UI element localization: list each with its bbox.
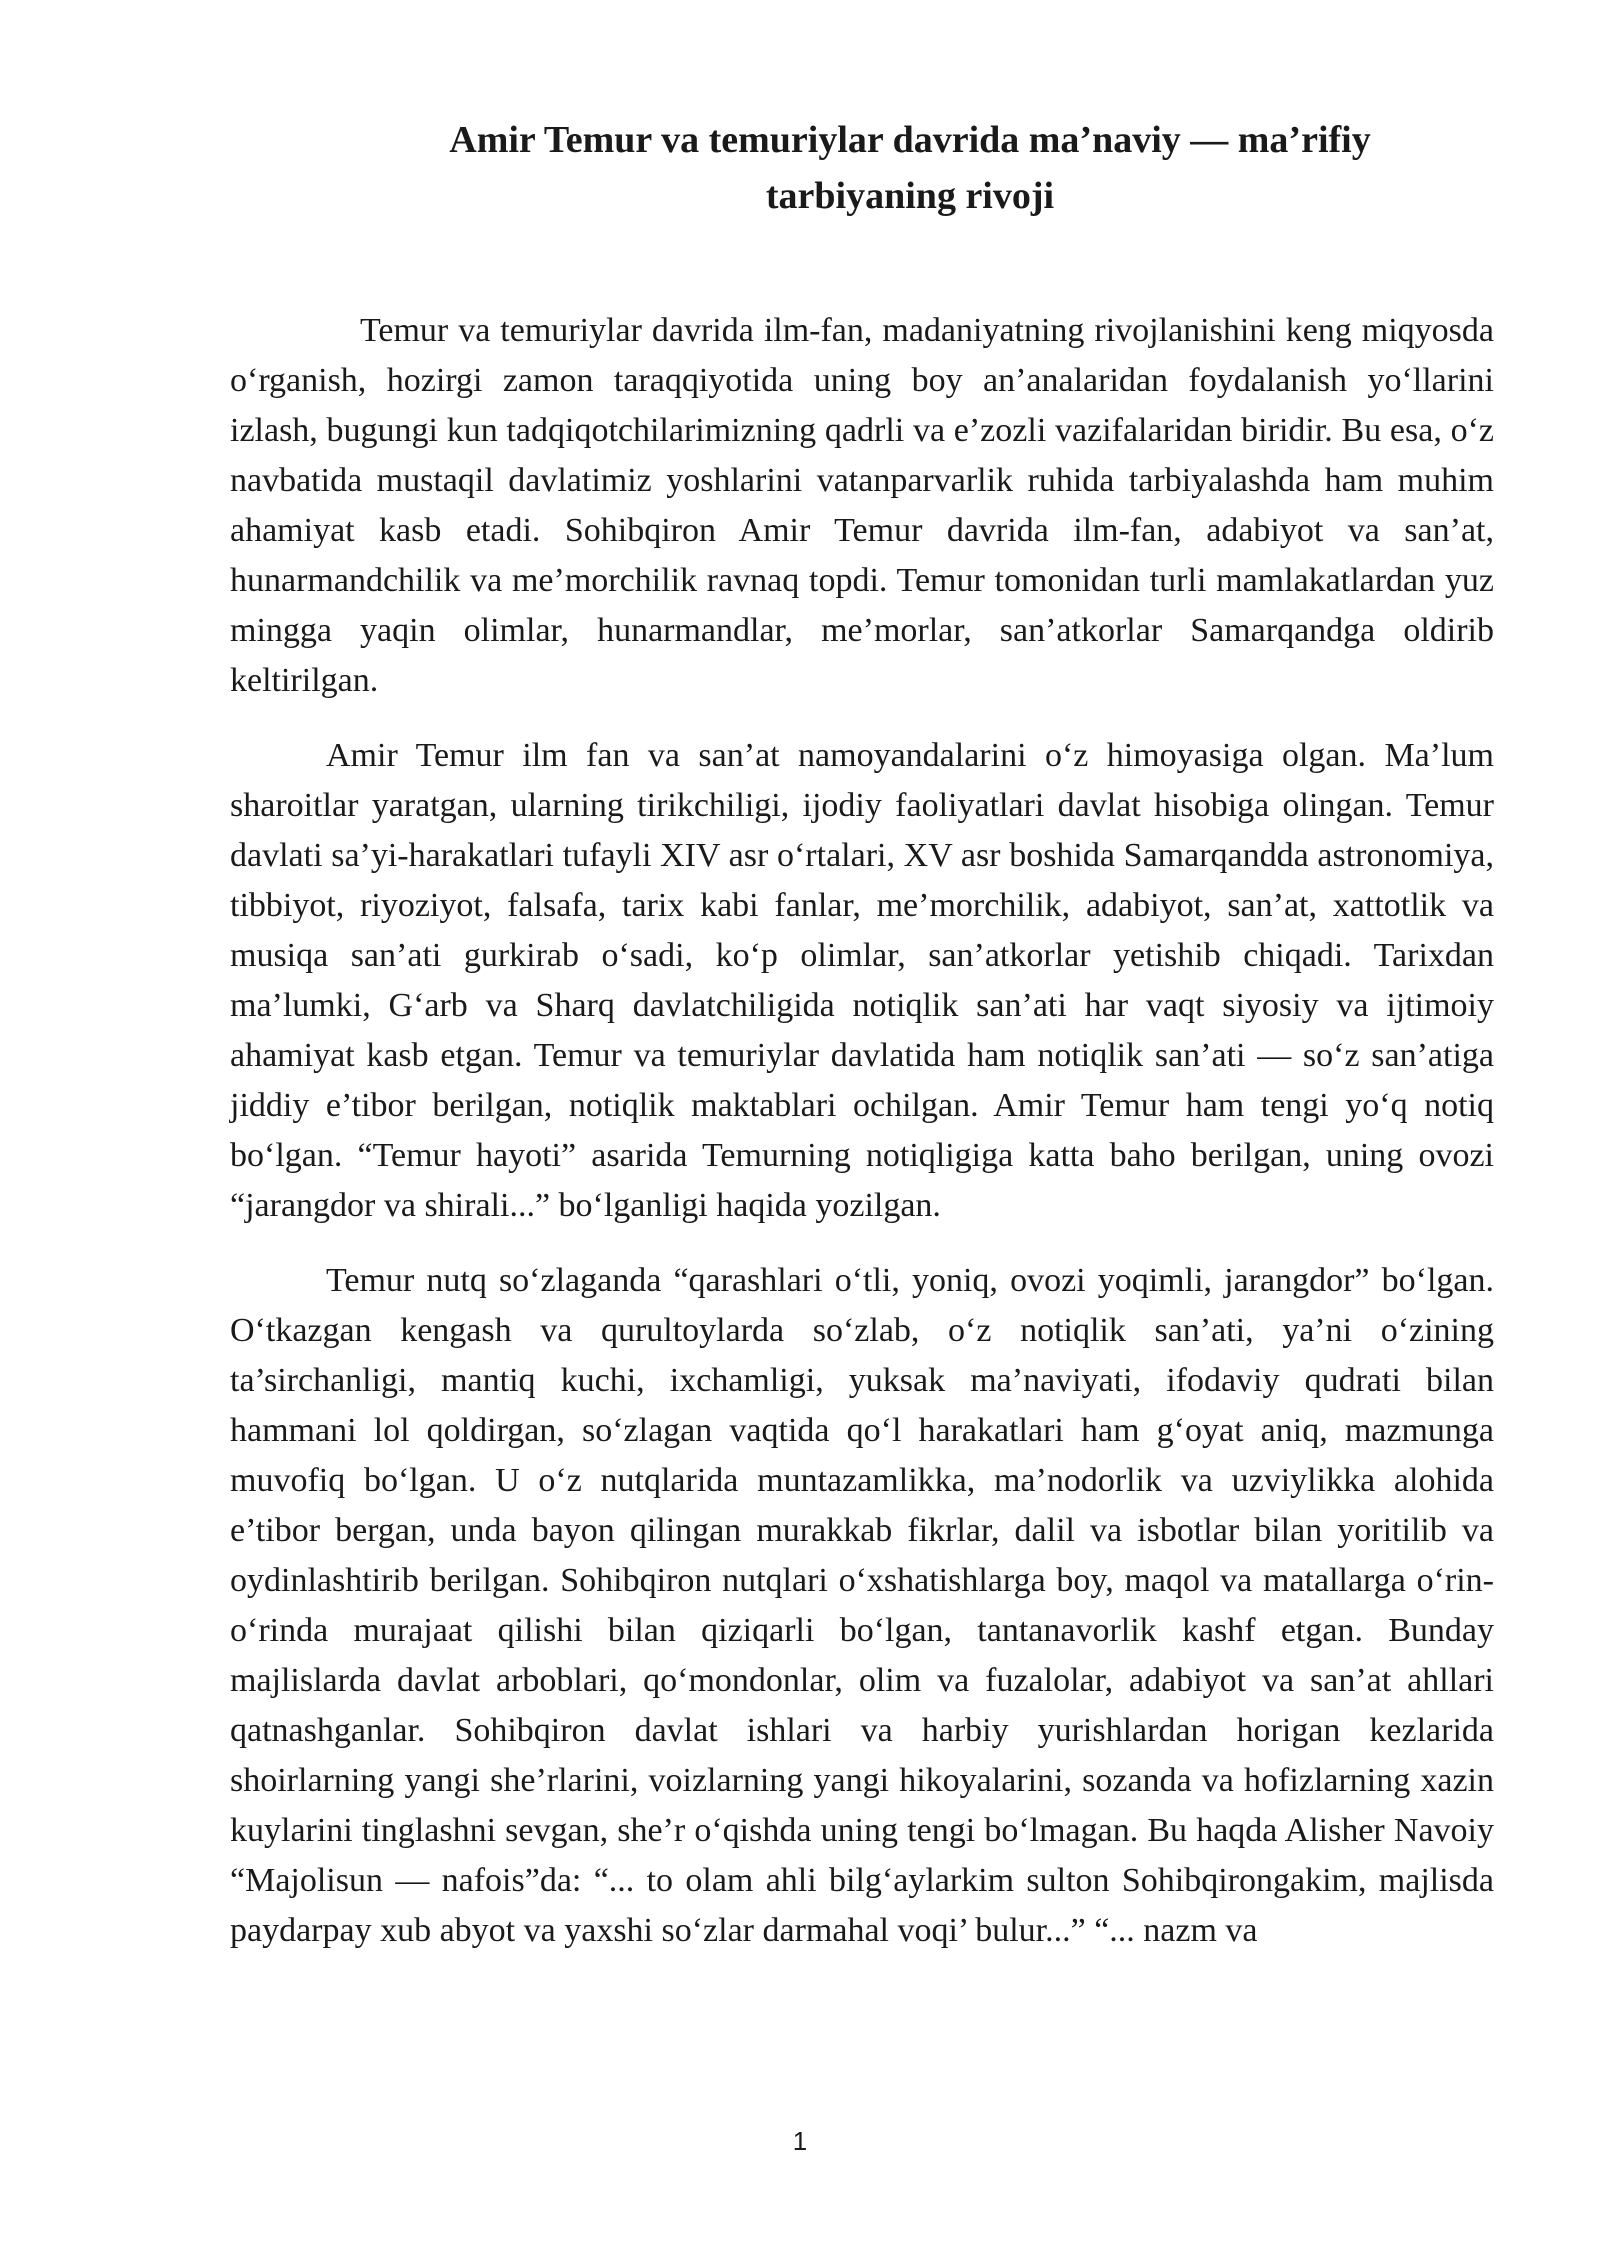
title-line-2: tarbiyaning rivoji [765,175,1055,217]
paragraph-1: Temur va temuriylar davrida ilm-fan, madaniyatning rivojlanishini keng miqyosda o‘rganish, hozirgi zamon taraqqiyotida uning boy an’analaridan foydalanish yo‘llarini izlash, bugungi kun tadqiqotchilarimizning qadrli va e’zozli vazifalaridan biridir. Bu esa, o‘z navbatida mustaqil davlatimiz yoshlarini vatanparvarlik ruhida tarbiyalashda ham muhim ahamiyat kasb etadi. Sohibqiron Amir Temur davrida ilm-fan, adabiyot va san’at, hunarmandchilik va me’morchilik ravnaq topdi. Temur tomonidan turli mamlakatlardan yuz mingga yaqin olimlar, hunarmandlar, me’morlar, san’atkorlar Samarqandga oldirib keltirilgan. [230,312,1494,699]
paragraph-2: Amir Temur ilm fan va san’at namoyandalarini o‘z himoyasiga olgan. Ma’lum sharoitlar yaratgan, ularning tirikchiligi, ijodiy faoliyatlari davlat hisobiga olingan. Temur davlati sa’yi-harakatlari tufayli XIV asr o‘rtalari, XV asr boshida Samarqandda astronomiya, tibbiyot, riyoziyot, falsafa, tarix kabi fanlar, me’morchilik, adabiyot, san’at, xattotlik va musiqa san’ati gurkirab o‘sadi, ko‘p olimlar, san’atkorlar yetishib chiqadi. Tarixdan ma’lumki, G‘arb va Sharq davlatchiligida notiqlik san’ati har vaqt siyosiy va ijtimoiy ahamiyat kasb etgan. Temur va temuriylar davlatida ham notiqlik san’ati — so‘z san’atiga jiddiy e’tibor berilgan, notiqlik maktablari ochilgan. Amir Temur ham tengi yo‘q notiq bo‘lgan. “Temur hayoti” asarida Temurning notiqligiga katta baho berilgan, uning ovozi “jarangdor va shirali...” bo‘lganligi haqida yozilgan. [230,737,1494,1224]
document-title [330,112,1490,224]
title-line-1: Amir Temur va temuriylar davrida ma’naviy — ma’rifiy [449,119,1371,161]
page-number: 1 [792,2126,808,2156]
paragraph-3: Temur nutq so‘zlaganda “qarashlari o‘tli, yoniq, ovozi yoqimli, jarangdor” bo‘lgan. O‘tkazgan kengash va qurultoylarda so‘zlab, o‘z notiqlik san’ati, ya’ni o‘zining ta’sirchanligi, mantiq kuchi, ixchamligi, yuksak ma’naviyati, ifodaviy qudrati bilan hammani lol qoldirgan, so‘zlagan vaqtida qo‘l harakatlari ham g‘oyat aniq, mazmunga muvofiq bo‘lgan. U o‘z nutqlarida muntazamlikka, ma’nodorlik va uzviylikka alohida e’tibor bergan, unda bayon qilingan murakkab fikrlar, dalil va isbotlar bilan yoritilib va oydinlashtirib berilgan. Sohibqiron nutqlari o‘xshatishlarga boy, maqol va matallarga o‘rin-o‘rinda murajaat qilishi bilan qiziqarli bo‘lgan, tantanavorlik kashf etgan. Bunday majlislarda davlat arboblari, qo‘mondonlar, olim va fuzalolar, adabiyot va san’at ahllari qatnashganlar. Sohibqiron davlat ishlari va harbiy yurishlardan horigan kezlarida shoirlarning yangi she’rlarini, voizlarning yangi hikoyalarini, sozanda va hofizlarning xazin kuylarini tinglashni sevgan, she’r o‘qishda uning tengi bo‘lmagan. Bu haqda Alisher Navoiy “Majolisun — nafois”da: “... to olam ahli bilg‘aylarkim sulton Sohibqirongakim, majlisda paydarpay xub abyot va yaxshi so‘zlar darmahal voqi’ bulur...” “... nazm va [230,1262,1494,1949]
document-body [230,306,1494,1981]
